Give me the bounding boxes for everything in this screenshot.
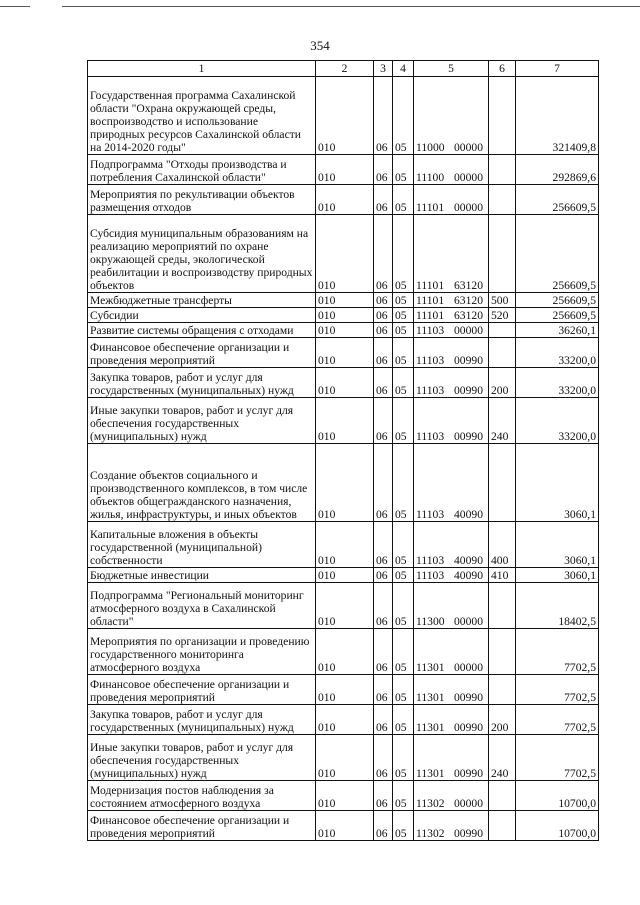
row-code-6-cell [489,781,516,811]
row-amount-cell: 7702,5 [516,735,599,781]
row-code-2-cell: 010 [316,444,374,522]
row-amount-cell: 10700,0 [516,781,599,811]
table-row [88,215,599,293]
header-col-2: 2 [316,61,374,77]
row-code-6-cell [489,215,516,293]
header-col-7: 7 [516,61,599,77]
row-code-6-cell: 500 [489,293,516,308]
row-code-2-cell: 010 [316,155,374,185]
row-code-4-cell: 05 [393,675,414,705]
row-code-6-cell [489,811,516,841]
row-code-5-cell [414,705,489,735]
code-part-b: 00990 [454,721,483,734]
row-code-4-cell: 05 [393,323,414,338]
row-name-cell: Иные закупки товаров, работ и услуг для обеспечения государственных (муниципальных) нужд [88,398,316,444]
row-code-4-cell: 05 [393,185,414,215]
row-code-4-cell: 05 [393,444,414,522]
row-name-cell: Субсидия муниципальным образованиям на реализацию мероприятий по охране окружающей среды, экологической реабилитации и воспроизводству природных объектов [88,215,316,293]
row-code-5-cell [414,583,489,629]
row-name-cell: Финансовое обеспечение организации и проведения мероприятий [88,338,316,368]
row-code-4-cell: 05 [393,338,414,368]
row-code-4-cell: 05 [393,155,414,185]
budget-table [87,60,599,841]
row-code-3-cell: 06 [374,368,393,398]
code-part-a: 11103 [416,508,445,521]
code-part-a: 11302 [416,797,445,810]
code-part-b: 00000 [454,797,483,810]
row-code-6-cell [489,185,516,215]
row-code-6-cell: 200 [489,368,516,398]
table-row [88,781,599,811]
row-code-6-cell: 200 [489,705,516,735]
row-code-4-cell: 05 [393,811,414,841]
row-name-cell: Подпрограмма "Отходы производства и потребления Сахалинской области" [88,155,316,185]
row-code-4-cell: 05 [393,293,414,308]
table-row [88,675,599,705]
table-row [88,398,599,444]
code-part-a: 11103 [416,354,445,367]
row-amount-cell: 3060,1 [516,568,599,583]
row-code-3-cell: 06 [374,293,393,308]
code-part-a: 11301 [416,661,445,674]
row-code-5-cell [414,308,489,323]
row-code-4-cell: 05 [393,308,414,323]
code-part-a: 11103 [416,554,445,567]
row-name-cell: Развитие системы обращения с отходами [88,323,316,338]
row-code-2-cell: 010 [316,215,374,293]
row-code-3-cell: 06 [374,215,393,293]
row-code-3-cell: 06 [374,77,393,155]
row-name-cell: Финансовое обеспечение организации и проведения мероприятий [88,811,316,841]
row-amount-cell: 321409,8 [516,77,599,155]
row-code-3-cell: 06 [374,568,393,583]
code-part-b: 00000 [454,324,483,337]
code-part-a: 11000 [416,141,445,154]
row-code-3-cell: 06 [374,308,393,323]
table-row [88,444,599,522]
page-number: 354 [310,38,330,53]
row-code-3-cell: 06 [374,629,393,675]
row-code-5-cell [414,368,489,398]
row-code-3-cell: 06 [374,705,393,735]
row-amount-cell: 33200,0 [516,338,599,368]
row-name-cell: Государственная программа Сахалинской области "Охрана окружающей среды, воспроизводство и использование природных ресурсов Сахалинской области на 2014-2020 годы" [88,77,316,155]
code-part-b: 00000 [454,171,483,184]
row-amount-cell: 7702,5 [516,675,599,705]
row-code-5-cell [414,629,489,675]
table-row [88,629,599,675]
row-code-5-cell [414,155,489,185]
row-code-6-cell [489,675,516,705]
row-code-5-cell [414,675,489,705]
row-code-2-cell: 010 [316,77,374,155]
row-code-3-cell: 06 [374,323,393,338]
row-code-6-cell [489,155,516,185]
row-code-6-cell [489,77,516,155]
table-row [88,338,599,368]
row-code-2-cell: 010 [316,398,374,444]
row-code-4-cell: 05 [393,398,414,444]
row-code-5-cell [414,398,489,444]
row-code-3-cell: 06 [374,444,393,522]
row-amount-cell: 18402,5 [516,583,599,629]
row-code-3-cell: 06 [374,338,393,368]
code-part-a: 11101 [416,201,445,214]
code-part-b: 00000 [454,615,483,628]
row-amount-cell: 256609,5 [516,185,599,215]
code-part-b: 63120 [454,294,483,307]
code-part-b: 00990 [454,354,483,367]
code-part-b: 40090 [454,569,483,582]
table-row [88,705,599,735]
code-part-b: 63120 [454,279,483,292]
header-col-5: 5 [414,61,489,77]
row-code-2-cell: 010 [316,323,374,338]
row-code-6-cell [489,338,516,368]
code-part-b: 00000 [454,661,483,674]
code-part-b: 00000 [454,141,483,154]
header-col-3: 3 [374,61,393,77]
code-part-b: 40090 [454,554,483,567]
row-code-5-cell [414,185,489,215]
row-code-4-cell: 05 [393,215,414,293]
code-part-a: 11101 [416,309,445,322]
code-part-a: 11101 [416,294,445,307]
row-code-3-cell: 06 [374,522,393,568]
code-part-b: 40090 [454,508,483,521]
table-row [88,77,599,155]
row-amount-cell: 256609,5 [516,215,599,293]
row-code-2-cell: 010 [316,735,374,781]
row-code-4-cell: 05 [393,77,414,155]
row-code-4-cell: 05 [393,629,414,675]
header-row [88,61,599,77]
row-name-cell: Межбюджетные трансферты [88,293,316,308]
row-code-2-cell: 010 [316,293,374,308]
row-code-6-cell: 520 [489,308,516,323]
row-code-2-cell: 010 [316,629,374,675]
code-part-a: 11103 [416,324,445,337]
row-code-3-cell: 06 [374,398,393,444]
row-name-cell: Капитальные вложения в объекты государственной (муниципальной) собственности [88,522,316,568]
row-code-6-cell [489,583,516,629]
row-name-cell: Мероприятия по организации и проведению государственного мониторинга атмосферного воздуха [88,629,316,675]
row-code-5-cell [414,568,489,583]
row-amount-cell: 3060,1 [516,522,599,568]
row-code-4-cell: 05 [393,522,414,568]
table-row [88,811,599,841]
header-col-1: 1 [88,61,316,77]
row-name-cell: Закупка товаров, работ и услуг для государственных (муниципальных) нужд [88,705,316,735]
table-row [88,155,599,185]
row-code-3-cell: 06 [374,735,393,781]
row-code-6-cell: 400 [489,522,516,568]
row-code-2-cell: 010 [316,522,374,568]
row-code-5-cell [414,293,489,308]
code-part-a: 11103 [416,384,445,397]
row-code-4-cell: 05 [393,368,414,398]
row-code-3-cell: 06 [374,675,393,705]
row-code-3-cell: 06 [374,185,393,215]
row-code-5-cell [414,338,489,368]
row-amount-cell: 292869,6 [516,155,599,185]
row-code-2-cell: 010 [316,705,374,735]
table-row [88,735,599,781]
row-code-2-cell: 010 [316,568,374,583]
code-part-b: 00990 [454,384,483,397]
row-code-4-cell: 05 [393,568,414,583]
row-code-5-cell [414,323,489,338]
row-name-cell: Иные закупки товаров, работ и услуг для обеспечения государственных (муниципальных) нужд [88,735,316,781]
table-row [88,293,599,308]
table-row [88,308,599,323]
row-code-5-cell [414,781,489,811]
row-code-2-cell: 010 [316,368,374,398]
table-row [88,522,599,568]
row-name-cell: Модернизация постов наблюдения за состоянием атмосферного воздуха [88,781,316,811]
row-amount-cell: 36260,1 [516,323,599,338]
row-code-6-cell: 240 [489,398,516,444]
row-name-cell: Создание объектов социального и производственного комплексов, в том числе объектов общегражданского назначения, жилья, инфраструктуры, и иных объектов [88,444,316,522]
code-part-a: 11103 [416,430,445,443]
row-code-2-cell: 010 [316,781,374,811]
row-amount-cell: 10700,0 [516,811,599,841]
header-col-4: 4 [393,61,414,77]
row-amount-cell: 7702,5 [516,629,599,675]
code-part-a: 11300 [416,615,445,628]
row-code-3-cell: 06 [374,781,393,811]
code-part-b: 00990 [454,827,483,840]
row-code-2-cell: 010 [316,308,374,323]
row-code-5-cell [414,735,489,781]
code-part-a: 11301 [416,721,445,734]
row-code-6-cell [489,444,516,522]
table-row [88,185,599,215]
code-part-a: 11302 [416,827,445,840]
code-part-a: 11301 [416,767,445,780]
row-name-cell: Субсидии [88,308,316,323]
row-code-5-cell [414,77,489,155]
code-part-b: 00990 [454,430,483,443]
code-part-a: 11103 [416,569,445,582]
row-code-5-cell [414,215,489,293]
row-code-6-cell: 240 [489,735,516,781]
row-code-5-cell [414,444,489,522]
row-name-cell: Финансовое обеспечение организации и проведения мероприятий [88,675,316,705]
row-code-4-cell: 05 [393,735,414,781]
row-code-3-cell: 06 [374,811,393,841]
row-name-cell: Подпрограмма "Региональный мониторинг атмосферного воздуха в Сахалинской области" [88,583,316,629]
table-row [88,568,599,583]
row-amount-cell: 256609,5 [516,308,599,323]
code-part-a: 11301 [416,691,445,704]
code-part-a: 11100 [416,171,445,184]
row-code-4-cell: 05 [393,781,414,811]
row-code-5-cell [414,522,489,568]
row-amount-cell: 3060,1 [516,444,599,522]
row-code-2-cell: 010 [316,583,374,629]
row-name-cell: Мероприятия по рекультивации объектов размещения отходов [88,185,316,215]
row-amount-cell: 7702,5 [516,705,599,735]
row-code-2-cell: 010 [316,675,374,705]
row-code-2-cell: 010 [316,185,374,215]
header-col-6: 6 [489,61,516,77]
row-code-2-cell: 010 [316,338,374,368]
row-code-6-cell [489,629,516,675]
table-row [88,583,599,629]
row-code-3-cell: 06 [374,583,393,629]
row-name-cell: Бюджетные инвестиции [88,568,316,583]
table-body [88,77,599,841]
row-code-6-cell [489,323,516,338]
code-part-b: 00990 [454,767,483,780]
row-amount-cell: 256609,5 [516,293,599,308]
code-part-b: 63120 [454,309,483,322]
table-row [88,323,599,338]
row-code-3-cell: 06 [374,155,393,185]
row-code-4-cell: 05 [393,705,414,735]
row-amount-cell: 33200,0 [516,368,599,398]
row-name-cell: Закупка товаров, работ и услуг для государственных (муниципальных) нужд [88,368,316,398]
row-code-4-cell: 05 [393,583,414,629]
table-row [88,368,599,398]
row-code-2-cell: 010 [316,811,374,841]
code-part-a: 11101 [416,279,445,292]
code-part-b: 00000 [454,201,483,214]
row-amount-cell: 33200,0 [516,398,599,444]
row-code-5-cell [414,811,489,841]
row-code-6-cell: 410 [489,568,516,583]
code-part-b: 00990 [454,691,483,704]
